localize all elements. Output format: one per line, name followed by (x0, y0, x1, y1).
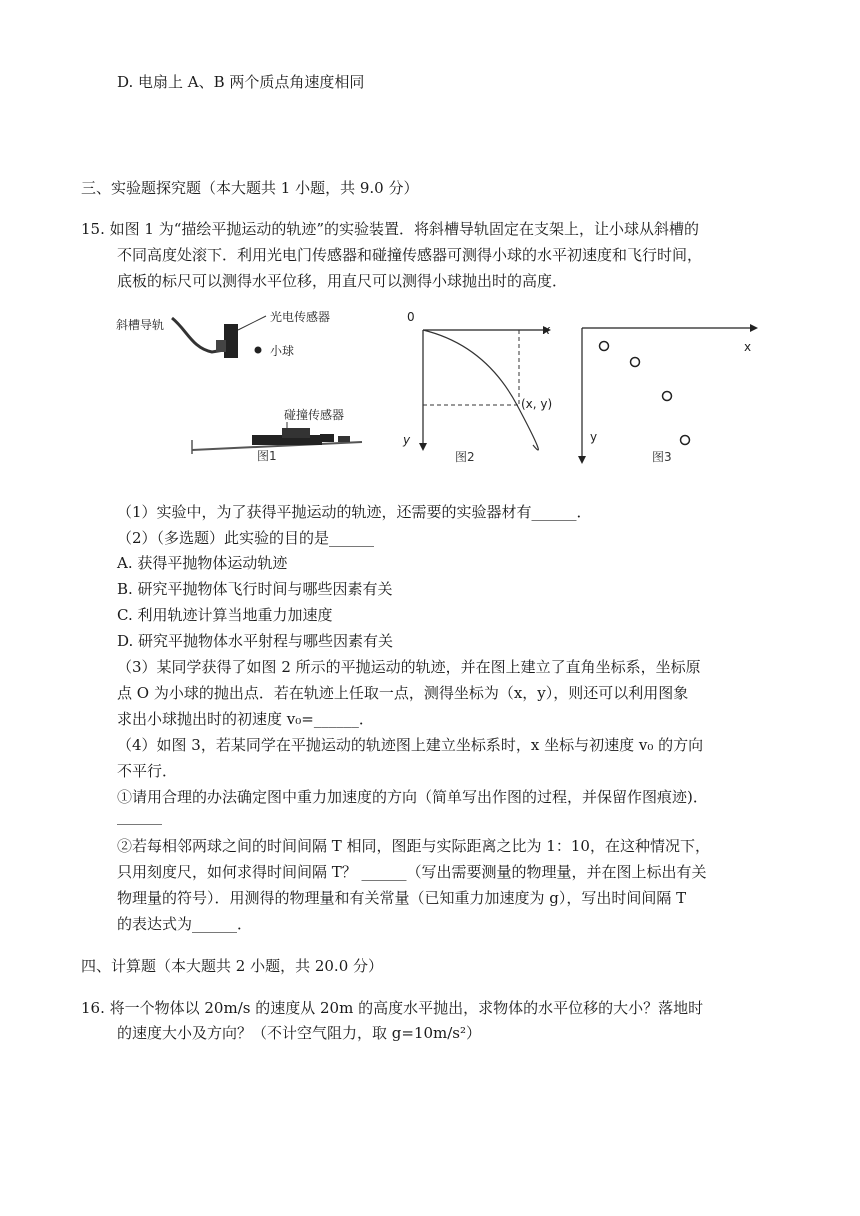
q15-part-4-line-8: 的表达式为______． (117, 915, 253, 933)
q15-line-1: 15. 如图 1 为“描绘平抛运动的轨迹”的实验装置．将斜槽导轨固定在支架上，让小球从斜槽的 (81, 220, 700, 238)
ball-3 (663, 392, 672, 401)
figure-1-caption: 图1 (257, 449, 277, 463)
q15-part-4-line-3: ①请用合理的办法确定图中重力加速度的方向（简单写出作图的过程，并保留作图痕迹)． (117, 788, 708, 806)
label-ball: 小球 (270, 344, 295, 358)
label-photogate-sensor: 光电传感器 (270, 310, 331, 324)
section-3-title: 三、实验题探究题（本大题共 1 小题，共 9.0 分） (81, 179, 419, 197)
q16-line-2: 的速度大小及方向？（不计空气阻力，取 g=10m/s²） (117, 1024, 482, 1042)
section-4-title: 四、计算题（本大题共 2 小题，共 20.0 分） (81, 957, 384, 975)
x-axis-label: x (543, 323, 551, 337)
y-axis-label: y (403, 433, 411, 447)
ball-4 (681, 436, 690, 445)
figure-1 (112, 300, 392, 465)
x-axis-label: x (744, 340, 752, 354)
point-label: (x, y) (521, 397, 553, 411)
q15-part-4-line-5: ②若每相邻两球之间的时间间隔 T 相同，图距与实际距离之比为 1：10，在这种情况下， (117, 837, 710, 855)
q15-part-4-line-7: 物理量的符号）．用测得的物理量和有关常量（已知重力加速度为 g），写出时间间隔 T (117, 889, 687, 907)
q15-line-2: 不同高度处滚下．利用光电门传感器和碰撞传感器可测得小球的水平初速度和飞行时间， (117, 246, 703, 264)
figure-3 (572, 318, 772, 468)
q15-part-4-line-2: 不平行． (117, 762, 178, 780)
q15-part-1: （1）实验中，为了获得平抛运动的轨迹，还需要的实验器材有______． (117, 503, 592, 521)
q15-part-4-line-6: 只用刻度尺，如何求得时间间隔 T？ ______（写出需要测量的物理量，并在图上标出有关 (117, 863, 707, 881)
origin-label: 0 (407, 310, 415, 324)
q15-part-4-line-4: ______ (117, 807, 162, 825)
figure-2-caption: 图2 (455, 450, 475, 464)
ball-1 (600, 342, 609, 351)
prev-option-d: D. 电扇上 A、B 两个质点角速度相同 (117, 73, 365, 91)
q15-option-c: C. 利用轨迹计算当地重力加速度 (117, 606, 333, 624)
q15-part-4-line-1: （4）如图 3，若某同学在平抛运动的轨迹图上建立坐标系时，x 坐标与初速度 v₀ 的方向 (117, 736, 704, 754)
label-slant-track: 斜槽导轨 (116, 318, 165, 332)
label-collision-sensor: 碰撞传感器 (284, 408, 345, 422)
ball-positions-graph (572, 318, 772, 468)
q15-option-a: A. 获得平抛物体运动轨迹 (117, 554, 288, 572)
q15-option-b: B. 研究平抛物体飞行时间与哪些因素有关 (117, 580, 393, 598)
q15-option-d: D. 研究平抛物体水平射程与哪些因素有关 (117, 632, 394, 650)
q16-line-1: 16. 将一个物体以 20m/s 的速度从 20m 的高度水平抛出，求物体的水平位移的大小？落地时 (81, 999, 704, 1017)
q15-part-3-line-2: 点 O 为小球的抛出点．若在轨迹上任取一点，测得坐标为（x，y），则还可以利用图象 (117, 684, 689, 702)
q15-part-3-line-3: 求出小球抛出时的初速度 v₀=______． (117, 710, 374, 728)
q15-part-2: （2）（多选题）此实验的目的是______ (117, 529, 375, 547)
y-axis-label: y (590, 430, 598, 444)
q15-line-3: 底板的标尺可以测得水平位移，用直尺可以测得小球抛出时的高度． (117, 272, 568, 290)
q15-part-3-line-1: （3）某同学获得了如图 2 所示的平抛运动的轨迹，并在图上建立了直角坐标系，坐标原 (117, 658, 701, 676)
figure-2 (395, 305, 570, 465)
ball-2 (631, 358, 640, 367)
figure-3-caption: 图3 (652, 450, 672, 464)
